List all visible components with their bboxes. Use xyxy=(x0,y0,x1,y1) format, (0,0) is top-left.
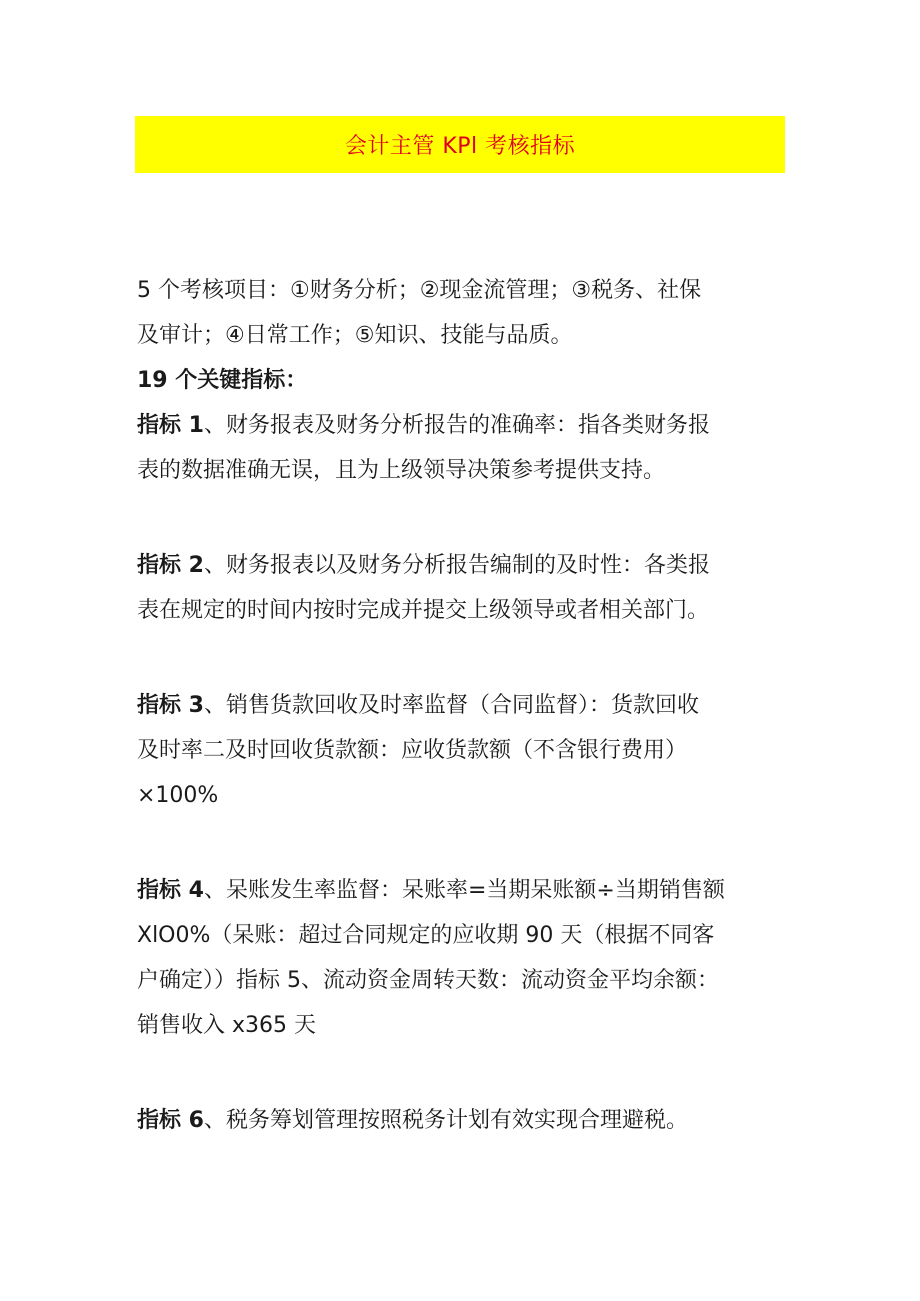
indicator-text: 及时率二及时回收货款额：应收货款额（不含银行费用） xyxy=(137,738,688,763)
indicator-label: 指标 4 xyxy=(137,878,204,903)
indicator-text: XlO0%（呆账：超过合同规定的应收期 90 天（根据不同客 xyxy=(137,923,715,948)
indicator-text: 、财务报表以及财务分析报告编制的及时性：各类报 xyxy=(203,553,710,578)
indicator-label: 指标 2 xyxy=(137,553,204,578)
indicator-6 xyxy=(137,1098,797,1143)
indicator-text: 表的数据准确无误，且为上级领导决策参考提供支持。 xyxy=(137,458,666,483)
indicator-text: 销售收入 x365 天 xyxy=(137,1013,316,1038)
document-title: 会计主管 KPl 考核指标 xyxy=(344,134,576,159)
indicator-text: 、财务报表及财务分析报告的准确率：指各类财务报 xyxy=(203,413,710,438)
indicator-text: 、呆账发生率监督：呆账率=当期呆账额÷当期销售额 xyxy=(203,878,725,903)
intro-line: 5 个考核项目：①财务分析；②现金流管理；③税务、社保 xyxy=(137,278,702,303)
intro-paragraph xyxy=(137,268,797,358)
key-indicators-heading: 19 个关键指标： xyxy=(137,368,308,393)
indicator-text: 表在规定的时间内按时完成并提交上级领导或者相关部门。 xyxy=(137,598,710,623)
indicator-label: 指标 1 xyxy=(137,413,204,438)
indicator-4 xyxy=(137,868,797,1048)
indicator-1 xyxy=(137,403,797,493)
indicator-text: 户确定））指标 5、流动资金周转天数：流动资金平均余额： xyxy=(137,968,719,993)
indicator-text: ×100% xyxy=(137,783,219,808)
indicator-label: 指标 6 xyxy=(137,1108,204,1133)
indicator-text: 、销售货款回收及时率监督（合同监督）：货款回收 xyxy=(203,693,699,718)
indicator-label: 指标 3 xyxy=(137,693,204,718)
indicator-2 xyxy=(137,543,797,633)
intro-line: 及审计；④日常工作；⑤知识、技能与品质。 xyxy=(137,323,573,348)
indicator-3 xyxy=(137,683,797,818)
title-banner xyxy=(135,116,785,173)
document-body xyxy=(137,268,797,1143)
indicator-text: 、税务筹划管理按照税务计划有效实现合理避税。 xyxy=(203,1108,688,1133)
